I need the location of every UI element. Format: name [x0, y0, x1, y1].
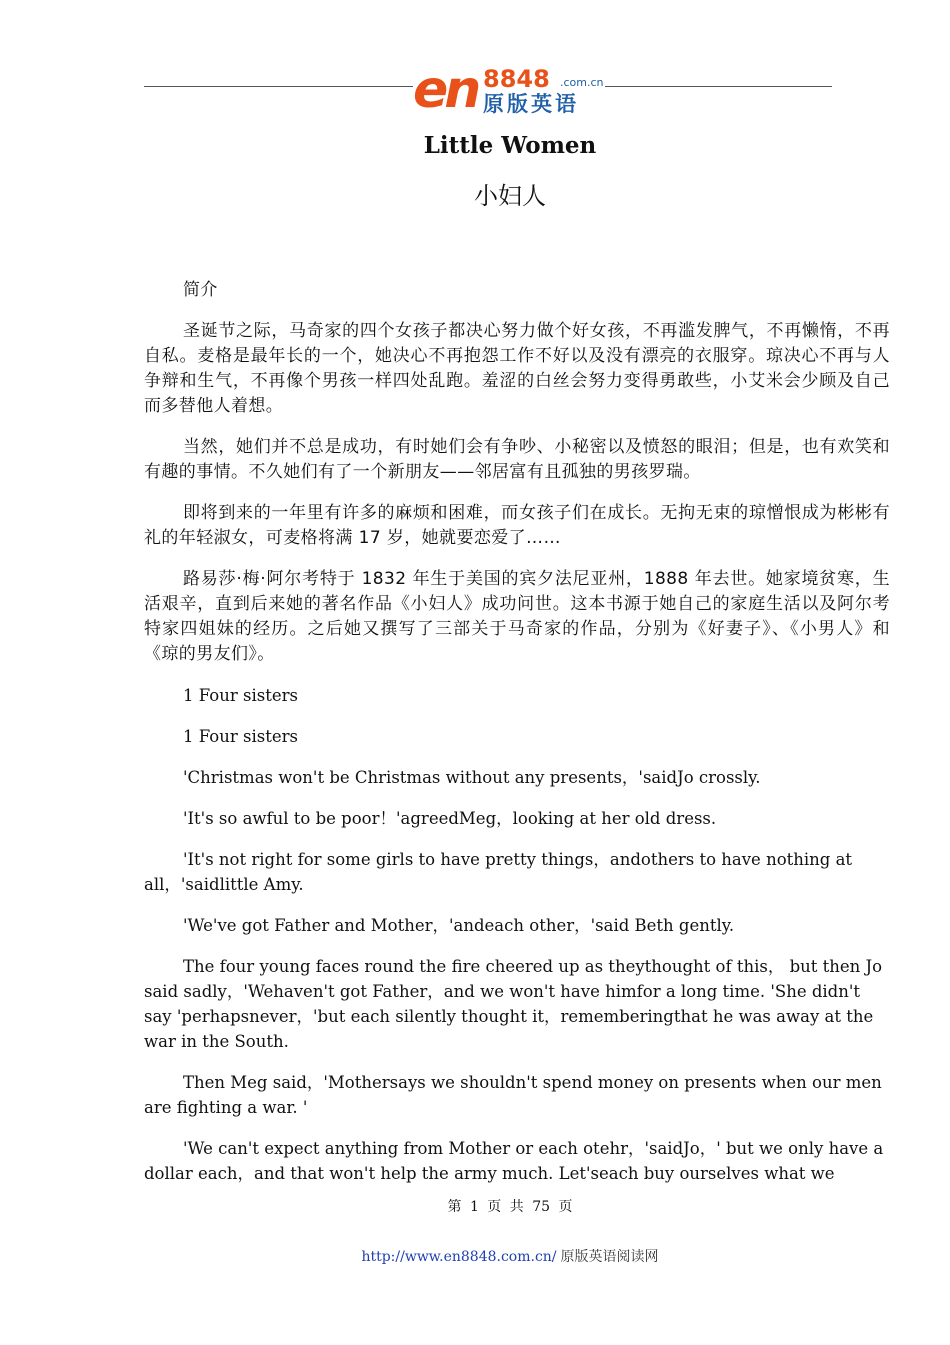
paragraph: The four young faces round the fire cheered up as theythought of this， but then Jo said sadly，'Wehaven't got Father，and we won't have himfor a long time. 'She didn't say 'perhapsnever，'but each silently thought it，rememberingthat he was away at the war in the South.	[144, 957, 883, 1051]
document-title-chinese: 小妇人	[474, 182, 546, 210]
footer-site-name: 原版英语阅读网	[560, 1249, 659, 1265]
paragraph: 'Christmas won't be Christmas without any presents，'saidJo crossly.	[183, 768, 761, 787]
header-rule-left	[144, 86, 416, 87]
chapter-heading: 1 Four sisters	[183, 727, 298, 746]
logo-en-text: en	[413, 60, 478, 120]
logo-chinese-text: 原版英语	[483, 92, 579, 116]
logo-number-text: 8848	[483, 65, 550, 93]
document-title-english: Little Women	[423, 132, 597, 159]
paragraph: 当然，她们并不总是成功，有时她们会有争吵、小秘密以及愤怒的眼泪；但是，也有欢笑和有趣的事情。不久她们有了一个新朋友——邻居富有且孤独的男孩罗瑞。	[144, 437, 890, 482]
footer-link[interactable]: http://www.en8848.com.cn/	[361, 1249, 557, 1265]
document-body	[144, 278, 890, 1202]
paragraph: 路易莎·梅·阿尔考特于 1832 年生于美国的宾夕法尼亚州，1888 年去世。她家境贫寒，生活艰辛，直到后来她的著名作品《小妇人》成功问世。这本书源于她自己的家庭生活以及阿尔考特家四姐妹的经历。之后她又撰写了三部关于马奇家的作品，分别为《好妻子》、《小男人》和《琼的男友们》。	[144, 569, 890, 664]
logo-domain-text: .com.cn	[560, 76, 604, 89]
section-heading-intro: 简介	[183, 280, 218, 300]
paragraph: 'It's so awful to be poor！'agreedMeg，looking at her old dress.	[183, 809, 717, 828]
site-logo[interactable]	[413, 60, 605, 120]
paragraph: 圣诞节之际，马奇家的四个女孩子都决心努力做个好女孩，不再滥发脾气，不再懒惰，不再自私。麦格是最年长的一个，她决心不再抱怨工作不好以及没有漂亮的衣服穿。琼决心不再与人争辩和生气，不再像个男孩一样四处乱跑。羞涩的白丝会努力变得勇敢些，小艾米会少顾及自己而多替他人着想。	[144, 321, 890, 416]
paragraph: 'We can't expect anything from Mother or each otehr，'saidJo，' but we only have a dollar each，and that won't help the army much. Let'seach buy ourselves what we	[144, 1139, 884, 1183]
paragraph: 即将到来的一年里有许多的麻烦和困难，而女孩子们在成长。无拘无束的琼憎恨成为彬彬有礼的年轻淑女，可麦格将满 17 岁，她就要恋爱了……	[144, 503, 890, 548]
chapter-heading: 1 Four sisters	[183, 686, 298, 705]
paragraph: Then Meg said，'Mothersays we shouldn't spend money on presents when our men are fighting a war. '	[144, 1073, 882, 1117]
paragraph: 'It's not right for some girls to have pretty things，andothers to have nothing at all，'saidlittle Amy.	[144, 850, 853, 894]
header-rule-right	[604, 86, 832, 87]
paragraph: 'We've got Father and Mother，'andeach other，'said Beth gently.	[183, 916, 735, 935]
page-footer	[0, 1247, 950, 1267]
page-number: 第 1 页 共 75 页	[447, 1199, 573, 1215]
